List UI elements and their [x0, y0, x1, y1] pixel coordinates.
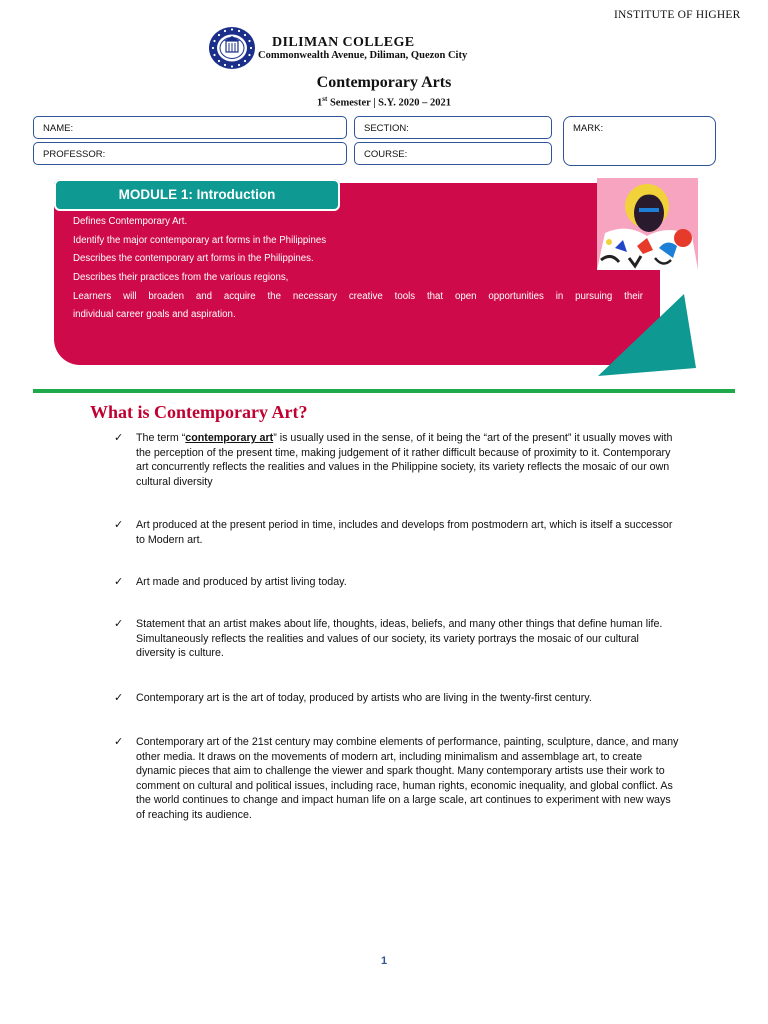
objective-item: Identify the major contemporary art forms in the Philippines: [73, 235, 327, 246]
professor-label: PROFESSOR:: [43, 149, 106, 160]
bullet-item: Art produced at the present period in time, includes and develops from postmodern art, which is itself a successor to Modern art.: [136, 519, 673, 546]
bullet-item: Contemporary art is the art of today, produced by artists who are living in the twenty-first century.: [136, 692, 592, 704]
objective-item: individual career goals and aspiration.: [73, 309, 236, 320]
objective-item: Learners will broaden and acquire the necessary creative tools that open opportunities in pursuing their: [73, 291, 643, 302]
checkmark-icon: ✓: [114, 576, 124, 588]
professor-field[interactable]: [33, 142, 347, 165]
name-field[interactable]: [33, 116, 347, 139]
section-label: SECTION:: [364, 123, 409, 134]
bullet-item: Contemporary art of the 21st century may combine elements of performance, painting, sculpture, dance, and many other media. It draws on the movements of modern art, including minimalism and assemblage art, to create dynamic pieces that aim to challenge the viewer and spark thought. Many contemporary artists use their work to comment on cultural and political issues, including race, human rights, economic inequality, and global conflict. As the world continues to change and impact human life on a large scale, art continues to experiment with new ways of reaching its audience.: [136, 736, 679, 821]
checkmark-icon: ✓: [114, 736, 124, 748]
section-divider: [33, 389, 735, 393]
mark-field[interactable]: [563, 116, 716, 166]
contemporary-art-term: contemporary art: [185, 432, 274, 444]
section-title: What is Contemporary Art?: [90, 402, 308, 422]
objective-item: Describes the contemporary art forms in the Philippines.: [73, 253, 314, 264]
course-field[interactable]: [354, 142, 552, 165]
contemporary-art-illustration: [597, 178, 698, 270]
document-title: Contemporary Arts: [316, 74, 452, 91]
college-address: Commonwealth Avenue, Diliman, Quezon City: [258, 50, 468, 61]
semester-line: 1st Semester | S.Y. 2020 – 2021: [317, 95, 451, 109]
checkmark-icon: ✓: [114, 432, 124, 444]
college-name: DILIMAN COLLEGE: [272, 35, 415, 50]
mark-label: MARK:: [573, 123, 604, 134]
institute-header-text: INSTITUTE OF HIGHER: [614, 9, 741, 21]
bullet-item: Art made and produced by artist living today.: [136, 576, 347, 588]
teal-triangle-decoration: [598, 294, 696, 376]
checkmark-icon: ✓: [114, 618, 124, 630]
college-seal-logo: [208, 26, 256, 70]
objective-item: Describes their practices from the various regions,: [73, 272, 289, 283]
section-field[interactable]: [354, 116, 552, 139]
page-number: 1: [380, 955, 388, 967]
module-tab: MODULE 1: Introduction: [54, 179, 340, 211]
objective-item: Defines Contemporary Art.: [73, 216, 188, 227]
checkmark-icon: ✓: [114, 692, 124, 704]
bullet-item: Statement that an artist makes about life, thoughts, ideas, beliefs, and many other things that define human life. Simultaneously reflects the realities and values of our society, its variety portrays the mosaic of our cultural diversity is culture.: [136, 618, 663, 660]
bullet-item: The term “contemporary art” is usually used in the sense, of it being the “art of the present” it usually moves with the perception of the present time, making judgement of it rather difficult because of proximity to it. Contemporary art concurrently reflects the realities and values in the Philippine society, its variety reflects the mosaic of our own cultural diversity: [136, 432, 673, 488]
name-label: NAME:: [43, 123, 74, 134]
course-label: COURSE:: [364, 149, 408, 160]
checkmark-icon: ✓: [114, 519, 124, 531]
